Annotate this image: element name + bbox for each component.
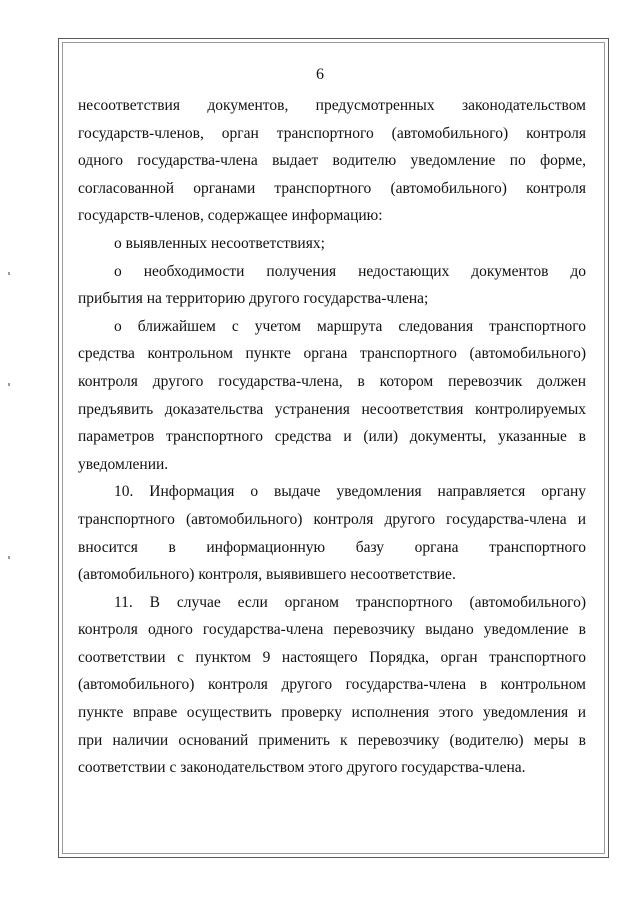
scan-mark — [8, 383, 10, 386]
text-line: согласованной органами транспортного (автомобильного) контроля — [78, 179, 586, 197]
text-line: при наличии оснований применить к перевозчику (водителю) меры в — [78, 731, 586, 749]
text-line: 11. В случае если органом транспортного (автомобильного) — [114, 593, 586, 611]
text-line: пункте вправе осуществить проверку исполнения этого уведомления и — [78, 704, 586, 722]
text-line: (автомобильного) контроля другого государства-члена в контрольном — [78, 676, 586, 694]
text-line: контроля другого государства-члена, в котором перевозчик должен — [78, 372, 586, 390]
text-line: соответствии с пунктом 9 настоящего Порядка, орган транспортного — [78, 648, 586, 666]
text-line: уведомлении. — [78, 455, 169, 473]
text-line: одного государства-члена выдает водителю уведомление по форме, — [78, 152, 586, 170]
text-line: о выявленных несоответствиях; — [114, 234, 325, 252]
text-line: несоответствия документов, предусмотренных законодательством — [78, 97, 586, 114]
text-line: средства контрольном пункте органа транспортного (автомобильного) — [78, 345, 586, 363]
text-line: государств-членов, орган транспортного (автомобильного) контроля — [78, 124, 586, 142]
text-line: соответствии с законодательством этого другого государства-члена. — [78, 759, 526, 777]
text-line: прибытия на территорию другого государства-члена; — [78, 290, 429, 308]
text-line: параметров транспортного средства и (или) документы, указанные в — [78, 428, 586, 446]
scan-mark — [8, 272, 10, 275]
text-line: государств-членов, содержащее информацию: — [78, 207, 383, 225]
text-line: о ближайшем с учетом маршрута следования транспортного — [114, 317, 586, 335]
text-line: контроля одного государства-члена перевозчику выдано уведомление в — [78, 621, 586, 639]
text-line: (автомобильного) контроля, выявившего несоответствие. — [78, 566, 456, 584]
text-line: о необходимости получения недостающих документов до — [114, 262, 586, 280]
page-number: 6 — [316, 66, 324, 83]
scan-mark — [8, 556, 10, 559]
document-body — [78, 92, 586, 782]
text-line: предъявить доказательства устранения несоответствия контролируемых — [78, 400, 586, 418]
text-line: транспортного (автомобильного) контроля другого государства-члена и — [78, 510, 586, 528]
text-line: 10. Информация о выдаче уведомления направляется органу — [114, 483, 586, 501]
text-line: вносится в информационную базу органа транспортного — [78, 538, 586, 556]
